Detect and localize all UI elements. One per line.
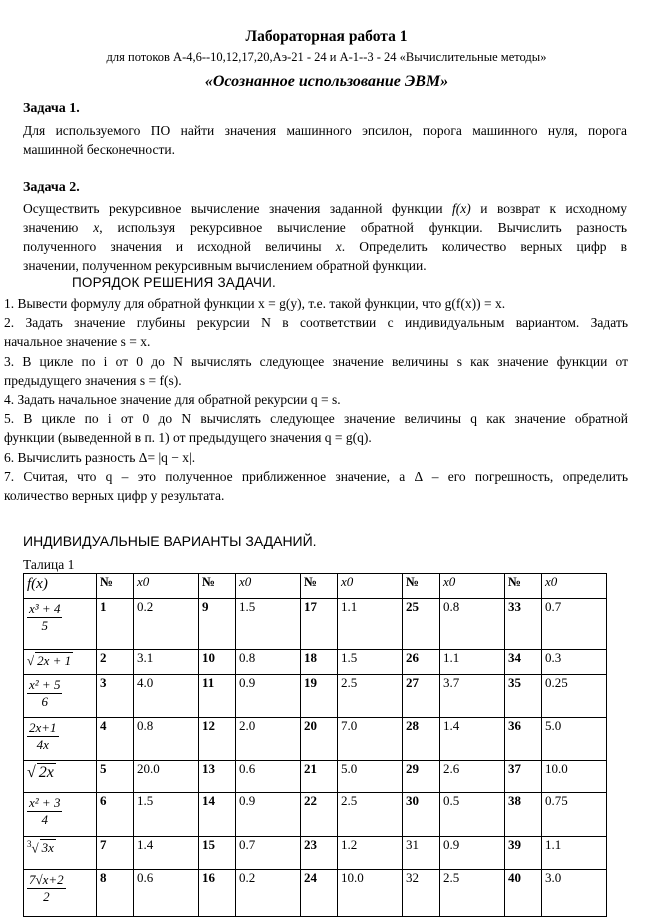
table-row	[24, 793, 607, 837]
variant-number: 38	[505, 793, 542, 837]
variant-x0: 0.3	[542, 650, 607, 675]
variant-x0: 1.4	[134, 837, 199, 870]
variant-x0: 0.2	[236, 870, 301, 917]
formula-numerator: x² + 3	[29, 795, 61, 810]
formula-numerator: x² + 5	[29, 677, 61, 692]
task1-line: Для используемого ПО найти значения машинного эпсилон, порога машинного нуля, порога	[23, 123, 627, 138]
variant-x0: 10.0	[338, 870, 403, 917]
variant-x0: 1.5	[236, 599, 301, 650]
header-x0: x0	[542, 574, 607, 599]
variant-x0: 3.7	[440, 675, 505, 718]
variant-x0: 1.2	[338, 837, 403, 870]
task1-line: машинной бесконечности.	[23, 142, 175, 157]
header-x0: x0	[134, 574, 199, 599]
variant-number: 25	[403, 599, 440, 650]
variant-number: 21	[301, 761, 338, 793]
variant-x0: 0.7	[236, 837, 301, 870]
formula-fraction	[27, 795, 62, 828]
header-x0: x0	[338, 574, 403, 599]
variant-x0: 5.0	[542, 718, 607, 761]
variant-x0: 1.4	[440, 718, 505, 761]
formula-denominator: 4	[41, 812, 48, 827]
variant-number: 13	[199, 761, 236, 793]
variant-number: 4	[97, 718, 134, 761]
header-x0: x0	[236, 574, 301, 599]
variant-number: 36	[505, 718, 542, 761]
variant-x0: 2.5	[338, 675, 403, 718]
variant-x0: 0.9	[440, 837, 505, 870]
formula-denominator: 6	[41, 694, 48, 709]
variant-x0: 10.0	[542, 761, 607, 793]
variant-number: 9	[199, 599, 236, 650]
variant-number: 16	[199, 870, 236, 917]
variant-number: 15	[199, 837, 236, 870]
variant-x0: 0.8	[236, 650, 301, 675]
variant-number: 28	[403, 718, 440, 761]
radical-sign: √	[27, 764, 36, 781]
formula-numerator: 7√x+2	[29, 872, 64, 887]
variant-number: 8	[97, 870, 134, 917]
variant-number: 11	[199, 675, 236, 718]
variant-x0: 0.25	[542, 675, 607, 718]
solution-steps	[4, 294, 628, 505]
task2-line: полученного значения и исходной величины x. Определить количество верных цифр в	[23, 239, 627, 254]
variant-number: 37	[505, 761, 542, 793]
variant-number: 26	[403, 650, 440, 675]
radical-sign: √	[31, 840, 39, 856]
function-cell	[24, 870, 97, 917]
table-row	[24, 761, 607, 793]
task2-line: значению x, используя рекурсивное вычисление обратной функции. Вычислить разность	[23, 220, 627, 235]
table-row	[24, 650, 607, 675]
variant-number: 40	[505, 870, 542, 917]
variant-x0: 1.5	[338, 650, 403, 675]
formula-denominator: 2	[43, 889, 50, 904]
variants-heading: ИНДИВИДУАЛЬНЫЕ ВАРИАНТЫ ЗАДАНИЙ.	[23, 533, 317, 549]
header-fx: f(x)	[24, 574, 97, 599]
variant-x0: 0.6	[134, 870, 199, 917]
variant-number: 22	[301, 793, 338, 837]
step-line: 1. Вывести формулу для обратной функции x = g(y), т.е. такой функции, что g(f(x)) = x.	[4, 296, 506, 311]
function-cell	[24, 837, 97, 870]
step-line: предыдущего значения s = f(s).	[4, 372, 182, 388]
formula-denominator: 5	[41, 618, 48, 633]
variant-x0: 3.0	[542, 870, 607, 917]
task2-line: Осуществить рекурсивное вычисление значения заданной функции f(x) и возврат к исходному	[23, 201, 627, 216]
formula-fraction	[27, 677, 62, 710]
variant-x0: 7.0	[338, 718, 403, 761]
variant-number: 3	[97, 675, 134, 718]
radical-sign: √	[27, 653, 35, 668]
variant-number: 17	[301, 599, 338, 650]
table-row	[24, 599, 607, 650]
formula-numerator: x³ + 4	[29, 601, 61, 616]
table-row	[24, 718, 607, 761]
variant-number: 35	[505, 675, 542, 718]
variant-number: 30	[403, 793, 440, 837]
table-row	[24, 675, 607, 718]
variant-number: 14	[199, 793, 236, 837]
variant-number: 27	[403, 675, 440, 718]
variant-x0: 2.0	[236, 718, 301, 761]
order-heading: ПОРЯДОК РЕШЕНИЯ ЗАДАЧИ.	[72, 275, 277, 290]
variant-number: 34	[505, 650, 542, 675]
variant-number: 29	[403, 761, 440, 793]
variant-x0: 0.9	[236, 793, 301, 837]
table-caption: Талица 1	[23, 557, 75, 572]
variant-number: 7	[97, 837, 134, 870]
function-cell	[24, 650, 97, 675]
variant-x0: 1.1	[338, 599, 403, 650]
function-cell	[24, 761, 97, 793]
variant-x0: 20.0	[134, 761, 199, 793]
variant-x0: 0.8	[440, 599, 505, 650]
variant-number: 19	[301, 675, 338, 718]
header-no: №	[403, 574, 440, 599]
formula-numerator: 2x+1	[29, 720, 57, 735]
step-line: количество верных цифр у результата.	[4, 488, 225, 504]
variant-x0: 2.5	[338, 793, 403, 837]
task2-text	[23, 199, 627, 275]
header-no: №	[97, 574, 134, 599]
function-cell	[24, 675, 97, 718]
variant-number: 20	[301, 718, 338, 761]
header-no: №	[199, 574, 236, 599]
formula-fraction	[27, 601, 62, 634]
root-index: 3	[27, 839, 32, 849]
task1-text	[23, 121, 627, 159]
function-cell	[24, 718, 97, 761]
variant-number: 32	[403, 870, 440, 917]
variant-x0: 2.6	[440, 761, 505, 793]
variant-x0: 0.7	[542, 599, 607, 650]
step-line: 6. Вычислить разность Δ= |q − x|.	[4, 449, 196, 465]
variant-number: 33	[505, 599, 542, 650]
variant-x0: 0.8	[134, 718, 199, 761]
page-subtitle: для потоков А-4,6--10,12,17,20,Аэ-21 - 24 и А-1--3 - 24 «Вычислительные методы»	[106, 50, 547, 64]
variant-x0: 5.0	[338, 761, 403, 793]
formula-radicand: 2x + 1	[37, 653, 72, 668]
formula-fraction	[27, 720, 59, 753]
variant-x0: 4.0	[134, 675, 199, 718]
variant-number: 39	[505, 837, 542, 870]
formula-fraction	[27, 872, 66, 905]
page-title: Лабораторная работа 1	[245, 28, 408, 45]
variants-table	[23, 573, 607, 917]
task2-heading: Задача 2.	[23, 180, 80, 195]
table-row	[24, 870, 607, 917]
variant-number: 12	[199, 718, 236, 761]
step-line: функции (выведенной в п. 1) от предыдущего значения q = g(q).	[4, 430, 372, 446]
variant-x0: 1.1	[440, 650, 505, 675]
variant-number: 2	[97, 650, 134, 675]
variant-x0: 1.5	[134, 793, 199, 837]
function-cell	[24, 793, 97, 837]
variant-x0: 0.5	[440, 793, 505, 837]
variant-number: 23	[301, 837, 338, 870]
variant-x0: 3.1	[134, 650, 199, 675]
table-row	[24, 837, 607, 870]
header-no: №	[505, 574, 542, 599]
function-cell	[24, 599, 97, 650]
variant-number: 1	[97, 599, 134, 650]
step-line: 7. Считая, что q – это полученное приближенное значение, а Δ – его погрешность, определить	[4, 468, 628, 484]
step-line: начальное значение s = x.	[4, 334, 151, 350]
variant-x0: 0.6	[236, 761, 301, 793]
variant-x0: 2.5	[440, 870, 505, 917]
variant-number: 24	[301, 870, 338, 917]
task2-line: значении, полученном рекурсивным вычислением обратной функции.	[23, 258, 427, 273]
formula-denominator: 4x	[36, 737, 49, 752]
variant-x0: 0.75	[542, 793, 607, 837]
course-title: «Осознанное использование ЭВМ»	[204, 73, 449, 90]
step-line: 5. В цикле по i от 0 до N вычислять следующее значение величины q как значение обратной	[4, 411, 628, 427]
variant-number: 10	[199, 650, 236, 675]
variant-number: 31	[403, 837, 440, 870]
table-header-row	[24, 574, 607, 599]
step-line: 4. Задать начальное значение для обратной рекурсии q = s.	[4, 392, 341, 408]
formula-radicand: 3x	[41, 840, 54, 856]
variant-number: 18	[301, 650, 338, 675]
variant-number: 6	[97, 793, 134, 837]
variant-x0: 1.1	[542, 837, 607, 870]
header-x0: x0	[440, 574, 505, 599]
variant-number: 5	[97, 761, 134, 793]
step-line: 2. Задать значение глубины рекурсии N в соответствии с индивидуальным вариантом. Задать	[4, 315, 628, 331]
formula-radicand: 2x	[38, 764, 54, 781]
variant-x0: 0.2	[134, 599, 199, 650]
header-no: №	[301, 574, 338, 599]
variant-x0: 0.9	[236, 675, 301, 718]
step-line: 3. В цикле по i от 0 до N вычислять следующее значение величины s как значение функции от	[4, 353, 628, 369]
task1-heading: Задача 1.	[23, 101, 80, 116]
